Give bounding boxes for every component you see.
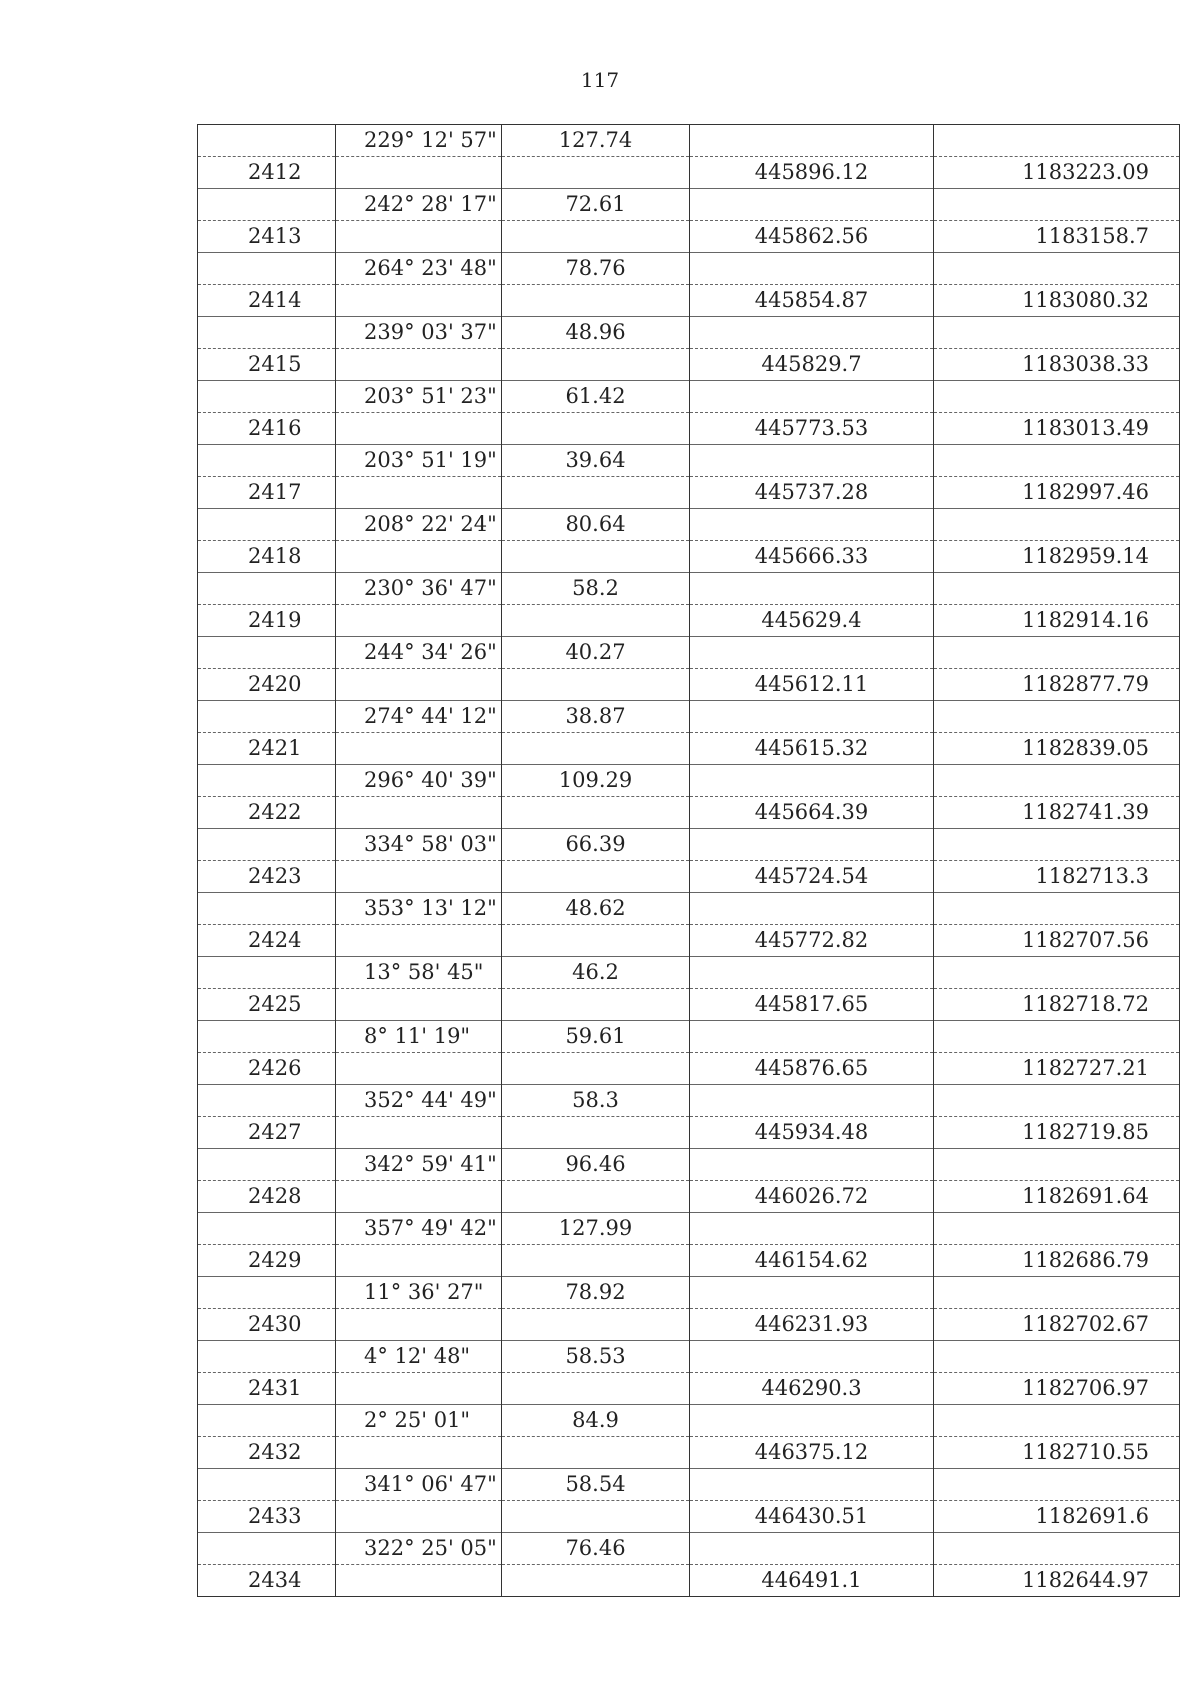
y-coordinate-cell <box>934 573 1180 605</box>
point-number-cell <box>198 1149 336 1181</box>
x-coordinate-cell <box>690 1405 934 1437</box>
point-number-cell: 2428 <box>198 1181 336 1213</box>
y-coordinate-cell: 1182706.97 <box>934 1373 1180 1405</box>
distance-cell: 48.96 <box>502 317 690 349</box>
point-number-cell <box>198 1277 336 1309</box>
x-coordinate-cell <box>690 1021 934 1053</box>
point-number-cell: 2430 <box>198 1309 336 1341</box>
x-coordinate-cell: 446154.62 <box>690 1245 934 1277</box>
point-number-cell <box>198 829 336 861</box>
x-coordinate-cell <box>690 317 934 349</box>
distance-cell: 66.39 <box>502 829 690 861</box>
table-row <box>198 861 1180 893</box>
distance-cell <box>502 1373 690 1405</box>
distance-cell: 61.42 <box>502 381 690 413</box>
point-number-cell: 2426 <box>198 1053 336 1085</box>
direction-angle-cell: 322° 25' 05" <box>336 1533 502 1565</box>
distance-cell: 96.46 <box>502 1149 690 1181</box>
x-coordinate-cell: 446231.93 <box>690 1309 934 1341</box>
distance-cell: 80.64 <box>502 509 690 541</box>
table-row <box>198 1245 1180 1277</box>
direction-angle-cell <box>336 733 502 765</box>
distance-cell: 59.61 <box>502 1021 690 1053</box>
x-coordinate-cell <box>690 1085 934 1117</box>
distance-cell <box>502 989 690 1021</box>
point-number-cell: 2419 <box>198 605 336 637</box>
x-coordinate-cell <box>690 253 934 285</box>
y-coordinate-cell: 1183038.33 <box>934 349 1180 381</box>
x-coordinate-cell: 445664.39 <box>690 797 934 829</box>
direction-angle-cell <box>336 1309 502 1341</box>
distance-cell <box>502 1053 690 1085</box>
table-row <box>198 445 1180 477</box>
x-coordinate-cell: 445829.7 <box>690 349 934 381</box>
table-row <box>198 1085 1180 1117</box>
direction-angle-cell: 353° 13' 12" <box>336 893 502 925</box>
y-coordinate-cell <box>934 1469 1180 1501</box>
table-row <box>198 541 1180 573</box>
y-coordinate-cell: 1183080.32 <box>934 285 1180 317</box>
table-row <box>198 509 1180 541</box>
point-number-cell <box>198 637 336 669</box>
distance-cell <box>502 349 690 381</box>
y-coordinate-cell <box>934 1533 1180 1565</box>
table-row <box>198 1053 1180 1085</box>
point-number-cell: 2418 <box>198 541 336 573</box>
table-row <box>198 797 1180 829</box>
distance-cell: 72.61 <box>502 189 690 221</box>
y-coordinate-cell: 1183223.09 <box>934 157 1180 189</box>
x-coordinate-cell <box>690 381 934 413</box>
direction-angle-cell <box>336 669 502 701</box>
point-number-cell: 2429 <box>198 1245 336 1277</box>
direction-angle-cell <box>336 541 502 573</box>
x-coordinate-cell <box>690 573 934 605</box>
distance-cell <box>502 541 690 573</box>
page-number: 117 <box>580 68 620 92</box>
direction-angle-cell <box>336 1373 502 1405</box>
distance-cell <box>502 1245 690 1277</box>
point-number-cell: 2427 <box>198 1117 336 1149</box>
point-number-cell: 2413 <box>198 221 336 253</box>
y-coordinate-cell: 1182691.6 <box>934 1501 1180 1533</box>
x-coordinate-cell: 445876.65 <box>690 1053 934 1085</box>
point-number-cell <box>198 765 336 797</box>
y-coordinate-cell: 1182997.46 <box>934 477 1180 509</box>
direction-angle-cell: 244° 34' 26" <box>336 637 502 669</box>
distance-cell <box>502 413 690 445</box>
x-coordinate-cell: 445612.11 <box>690 669 934 701</box>
y-coordinate-cell <box>934 445 1180 477</box>
point-number-cell <box>198 893 336 925</box>
distance-cell: 58.2 <box>502 573 690 605</box>
direction-angle-cell: 342° 59' 41" <box>336 1149 502 1181</box>
distance-cell <box>502 1437 690 1469</box>
direction-angle-cell: 352° 44' 49" <box>336 1085 502 1117</box>
point-number-cell <box>198 381 336 413</box>
y-coordinate-cell: 1182959.14 <box>934 541 1180 573</box>
x-coordinate-cell: 445854.87 <box>690 285 934 317</box>
table-row <box>198 1533 1180 1565</box>
direction-angle-cell: 334° 58' 03" <box>336 829 502 861</box>
coordinates-table <box>197 124 1180 1597</box>
distance-cell <box>502 797 690 829</box>
x-coordinate-cell <box>690 637 934 669</box>
point-number-cell <box>198 1405 336 1437</box>
distance-cell <box>502 221 690 253</box>
y-coordinate-cell <box>934 1085 1180 1117</box>
direction-angle-cell: 264° 23' 48" <box>336 253 502 285</box>
table-row <box>198 477 1180 509</box>
point-number-cell: 2431 <box>198 1373 336 1405</box>
point-number-cell <box>198 701 336 733</box>
y-coordinate-cell: 1182741.39 <box>934 797 1180 829</box>
direction-angle-cell <box>336 1565 502 1597</box>
y-coordinate-cell <box>934 1341 1180 1373</box>
direction-angle-cell: 239° 03' 37" <box>336 317 502 349</box>
point-number-cell <box>198 189 336 221</box>
y-coordinate-cell: 1183158.7 <box>934 221 1180 253</box>
point-number-cell: 2420 <box>198 669 336 701</box>
direction-angle-cell: 203° 51' 19" <box>336 445 502 477</box>
y-coordinate-cell: 1182710.55 <box>934 1437 1180 1469</box>
y-coordinate-cell: 1182707.56 <box>934 925 1180 957</box>
point-number-cell <box>198 1533 336 1565</box>
table-row <box>198 669 1180 701</box>
distance-cell <box>502 1117 690 1149</box>
y-coordinate-cell <box>934 637 1180 669</box>
distance-cell: 76.46 <box>502 1533 690 1565</box>
x-coordinate-cell <box>690 829 934 861</box>
table-row <box>198 221 1180 253</box>
direction-angle-cell <box>336 413 502 445</box>
x-coordinate-cell <box>690 893 934 925</box>
distance-cell <box>502 733 690 765</box>
y-coordinate-cell: 1182727.21 <box>934 1053 1180 1085</box>
x-coordinate-cell <box>690 445 934 477</box>
table-row <box>198 1149 1180 1181</box>
distance-cell: 78.76 <box>502 253 690 285</box>
table-row <box>198 1501 1180 1533</box>
y-coordinate-cell: 1182644.97 <box>934 1565 1180 1597</box>
x-coordinate-cell: 446491.1 <box>690 1565 934 1597</box>
distance-cell <box>502 925 690 957</box>
point-number-cell <box>198 445 336 477</box>
x-coordinate-cell <box>690 1149 934 1181</box>
table-row <box>198 413 1180 445</box>
distance-cell <box>502 477 690 509</box>
point-number-cell: 2423 <box>198 861 336 893</box>
table-row <box>198 1405 1180 1437</box>
distance-cell: 48.62 <box>502 893 690 925</box>
point-number-cell: 2412 <box>198 157 336 189</box>
distance-cell <box>502 285 690 317</box>
table-row <box>198 1213 1180 1245</box>
table-row <box>198 957 1180 989</box>
table-row <box>198 989 1180 1021</box>
y-coordinate-cell <box>934 829 1180 861</box>
direction-angle-cell: 357° 49' 42" <box>336 1213 502 1245</box>
table-row <box>198 381 1180 413</box>
point-number-cell <box>198 1469 336 1501</box>
table-row <box>198 1277 1180 1309</box>
y-coordinate-cell <box>934 509 1180 541</box>
point-number-cell <box>198 125 336 157</box>
y-coordinate-cell: 1182839.05 <box>934 733 1180 765</box>
y-coordinate-cell: 1182713.3 <box>934 861 1180 893</box>
direction-angle-cell <box>336 1117 502 1149</box>
direction-angle-cell: 296° 40' 39" <box>336 765 502 797</box>
direction-angle-cell: 242° 28' 17" <box>336 189 502 221</box>
direction-angle-cell <box>336 1053 502 1085</box>
direction-angle-cell: 4° 12' 48" <box>336 1341 502 1373</box>
y-coordinate-cell <box>934 317 1180 349</box>
distance-cell <box>502 605 690 637</box>
x-coordinate-cell: 445934.48 <box>690 1117 934 1149</box>
direction-angle-cell <box>336 349 502 381</box>
point-number-cell <box>198 1213 336 1245</box>
direction-angle-cell <box>336 925 502 957</box>
distance-cell: 58.53 <box>502 1341 690 1373</box>
table-row <box>198 893 1180 925</box>
table-row <box>198 1181 1180 1213</box>
direction-angle-cell <box>336 1437 502 1469</box>
direction-angle-cell <box>336 1501 502 1533</box>
x-coordinate-cell: 445773.53 <box>690 413 934 445</box>
direction-angle-cell: 208° 22' 24" <box>336 509 502 541</box>
distance-cell <box>502 1501 690 1533</box>
distance-cell: 78.92 <box>502 1277 690 1309</box>
point-number-cell: 2424 <box>198 925 336 957</box>
point-number-cell: 2421 <box>198 733 336 765</box>
y-coordinate-cell: 1183013.49 <box>934 413 1180 445</box>
point-number-cell: 2433 <box>198 1501 336 1533</box>
table-row <box>198 189 1180 221</box>
distance-cell <box>502 1309 690 1341</box>
x-coordinate-cell: 445666.33 <box>690 541 934 573</box>
x-coordinate-cell: 445737.28 <box>690 477 934 509</box>
direction-angle-cell <box>336 861 502 893</box>
y-coordinate-cell <box>934 1021 1180 1053</box>
y-coordinate-cell <box>934 893 1180 925</box>
table-row <box>198 605 1180 637</box>
point-number-cell: 2417 <box>198 477 336 509</box>
table-row <box>198 253 1180 285</box>
x-coordinate-cell: 445817.65 <box>690 989 934 1021</box>
table-row <box>198 829 1180 861</box>
y-coordinate-cell <box>934 701 1180 733</box>
y-coordinate-cell <box>934 1277 1180 1309</box>
y-coordinate-cell <box>934 381 1180 413</box>
x-coordinate-cell: 445772.82 <box>690 925 934 957</box>
table-row <box>198 1341 1180 1373</box>
distance-cell <box>502 669 690 701</box>
direction-angle-cell <box>336 797 502 829</box>
table-row <box>198 701 1180 733</box>
table-row <box>198 1117 1180 1149</box>
table-row <box>198 1469 1180 1501</box>
table-row <box>198 925 1180 957</box>
x-coordinate-cell <box>690 1533 934 1565</box>
table-row <box>198 157 1180 189</box>
x-coordinate-cell <box>690 701 934 733</box>
x-coordinate-cell: 445896.12 <box>690 157 934 189</box>
table-row <box>198 317 1180 349</box>
x-coordinate-cell <box>690 765 934 797</box>
table-row <box>198 1373 1180 1405</box>
distance-cell: 84.9 <box>502 1405 690 1437</box>
point-number-cell: 2434 <box>198 1565 336 1597</box>
distance-cell: 58.54 <box>502 1469 690 1501</box>
table-row <box>198 285 1180 317</box>
direction-angle-cell: 229° 12' 57" <box>336 125 502 157</box>
distance-cell: 46.2 <box>502 957 690 989</box>
x-coordinate-cell <box>690 1469 934 1501</box>
direction-angle-cell <box>336 285 502 317</box>
y-coordinate-cell <box>934 765 1180 797</box>
direction-angle-cell <box>336 605 502 637</box>
x-coordinate-cell: 445724.54 <box>690 861 934 893</box>
point-number-cell: 2415 <box>198 349 336 381</box>
direction-angle-cell <box>336 221 502 253</box>
x-coordinate-cell: 445629.4 <box>690 605 934 637</box>
x-coordinate-cell: 445862.56 <box>690 221 934 253</box>
table-row <box>198 1021 1180 1053</box>
direction-angle-cell: 13° 58' 45" <box>336 957 502 989</box>
point-number-cell <box>198 253 336 285</box>
y-coordinate-cell: 1182914.16 <box>934 605 1180 637</box>
point-number-cell <box>198 1341 336 1373</box>
table-row <box>198 637 1180 669</box>
distance-cell <box>502 1565 690 1597</box>
x-coordinate-cell <box>690 957 934 989</box>
x-coordinate-cell <box>690 1277 934 1309</box>
x-coordinate-cell <box>690 509 934 541</box>
direction-angle-cell: 11° 36' 27" <box>336 1277 502 1309</box>
x-coordinate-cell: 446290.3 <box>690 1373 934 1405</box>
table-row <box>198 733 1180 765</box>
point-number-cell <box>198 957 336 989</box>
direction-angle-cell <box>336 477 502 509</box>
x-coordinate-cell: 446026.72 <box>690 1181 934 1213</box>
y-coordinate-cell <box>934 189 1180 221</box>
y-coordinate-cell <box>934 253 1180 285</box>
distance-cell: 109.29 <box>502 765 690 797</box>
point-number-cell: 2422 <box>198 797 336 829</box>
table-body <box>198 125 1180 1597</box>
point-number-cell: 2432 <box>198 1437 336 1469</box>
point-number-cell: 2416 <box>198 413 336 445</box>
y-coordinate-cell: 1182702.67 <box>934 1309 1180 1341</box>
x-coordinate-cell: 446375.12 <box>690 1437 934 1469</box>
distance-cell: 39.64 <box>502 445 690 477</box>
table-row <box>198 765 1180 797</box>
distance-cell: 38.87 <box>502 701 690 733</box>
y-coordinate-cell <box>934 1405 1180 1437</box>
point-number-cell: 2414 <box>198 285 336 317</box>
y-coordinate-cell: 1182719.85 <box>934 1117 1180 1149</box>
direction-angle-cell: 203° 51' 23" <box>336 381 502 413</box>
distance-cell: 127.74 <box>502 125 690 157</box>
table-row <box>198 1309 1180 1341</box>
y-coordinate-cell <box>934 125 1180 157</box>
direction-angle-cell: 341° 06' 47" <box>336 1469 502 1501</box>
distance-cell <box>502 1181 690 1213</box>
direction-angle-cell <box>336 157 502 189</box>
table-row <box>198 349 1180 381</box>
point-number-cell: 2425 <box>198 989 336 1021</box>
distance-cell: 127.99 <box>502 1213 690 1245</box>
table-row <box>198 1437 1180 1469</box>
direction-angle-cell: 230° 36' 47" <box>336 573 502 605</box>
y-coordinate-cell: 1182686.79 <box>934 1245 1180 1277</box>
table-row <box>198 125 1180 157</box>
y-coordinate-cell <box>934 957 1180 989</box>
direction-angle-cell <box>336 989 502 1021</box>
y-coordinate-cell: 1182718.72 <box>934 989 1180 1021</box>
y-coordinate-cell <box>934 1149 1180 1181</box>
direction-angle-cell <box>336 1181 502 1213</box>
direction-angle-cell: 2° 25' 01" <box>336 1405 502 1437</box>
x-coordinate-cell <box>690 1341 934 1373</box>
point-number-cell <box>198 317 336 349</box>
y-coordinate-cell: 1182877.79 <box>934 669 1180 701</box>
table-row <box>198 573 1180 605</box>
y-coordinate-cell <box>934 1213 1180 1245</box>
x-coordinate-cell: 445615.32 <box>690 733 934 765</box>
distance-cell <box>502 157 690 189</box>
direction-angle-cell: 274° 44' 12" <box>336 701 502 733</box>
point-number-cell <box>198 509 336 541</box>
distance-cell: 40.27 <box>502 637 690 669</box>
direction-angle-cell: 8° 11' 19" <box>336 1021 502 1053</box>
direction-angle-cell <box>336 1245 502 1277</box>
distance-cell: 58.3 <box>502 1085 690 1117</box>
y-coordinate-cell: 1182691.64 <box>934 1181 1180 1213</box>
x-coordinate-cell: 446430.51 <box>690 1501 934 1533</box>
point-number-cell <box>198 1021 336 1053</box>
x-coordinate-cell <box>690 125 934 157</box>
distance-cell <box>502 861 690 893</box>
point-number-cell <box>198 573 336 605</box>
x-coordinate-cell <box>690 1213 934 1245</box>
x-coordinate-cell <box>690 189 934 221</box>
point-number-cell <box>198 1085 336 1117</box>
table-row <box>198 1565 1180 1597</box>
